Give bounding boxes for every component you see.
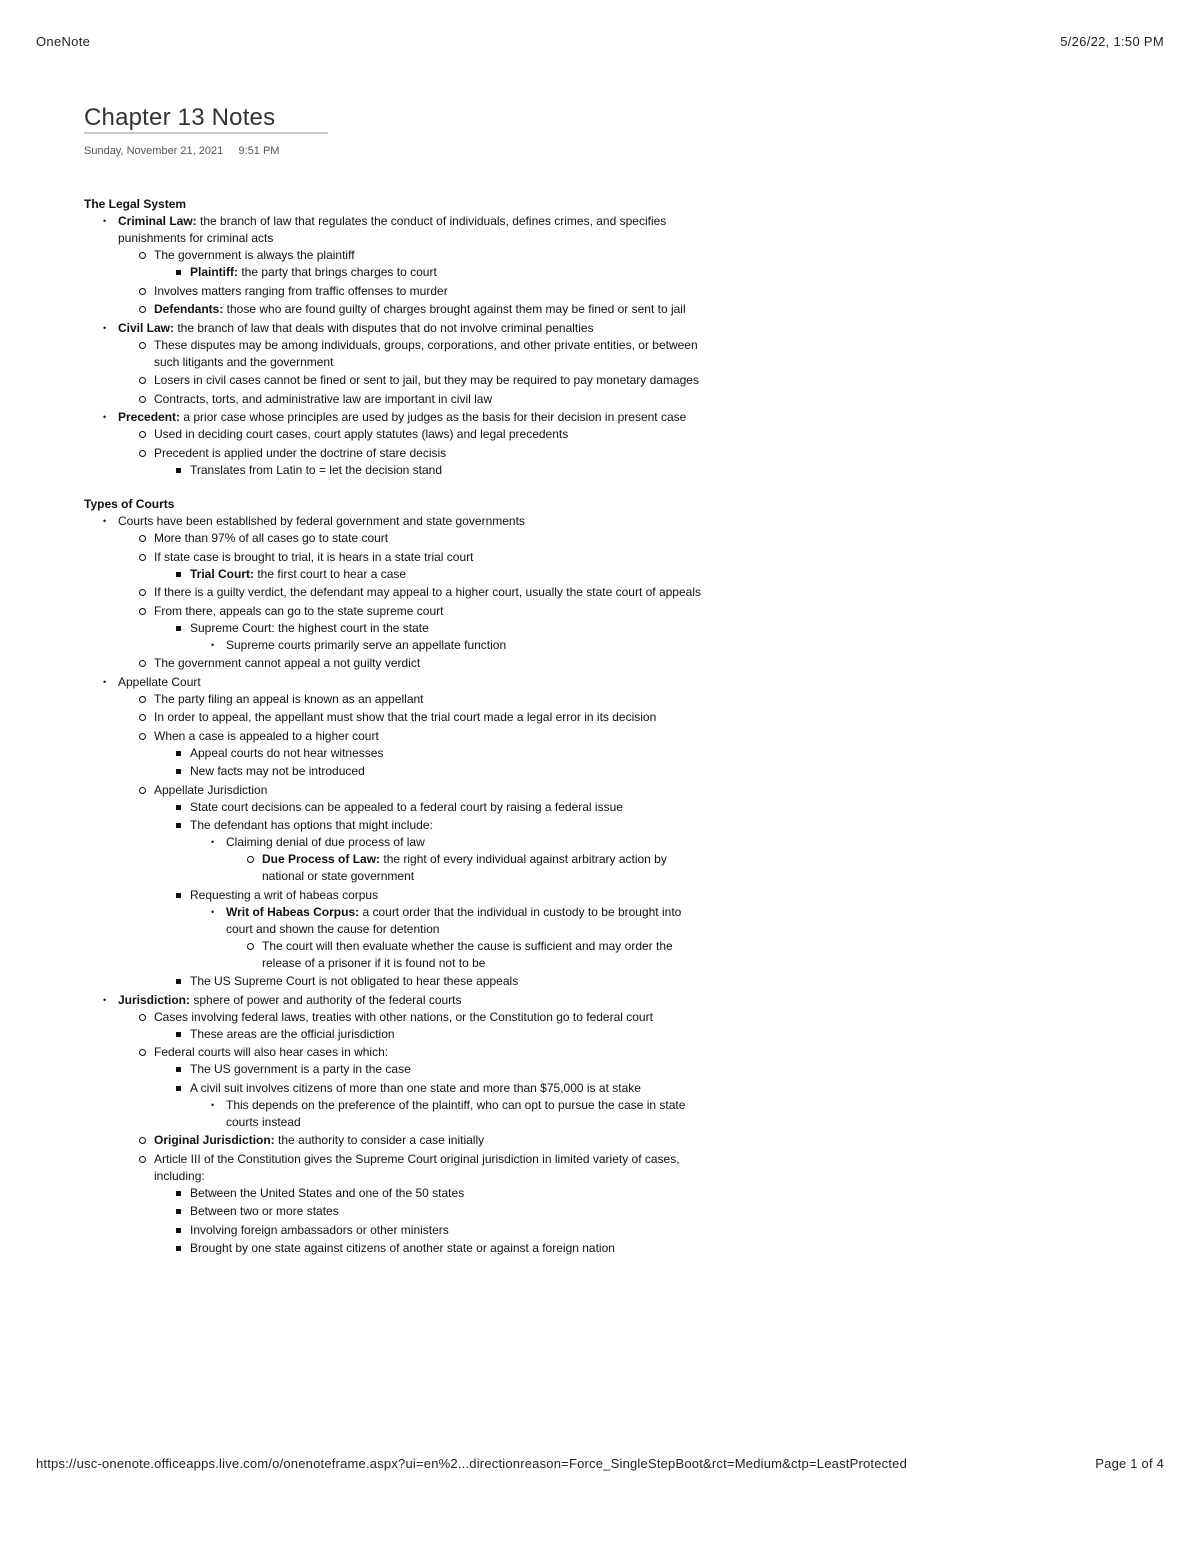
list-item [154, 530, 704, 547]
item-text: a prior case whose principles are used by judges as the basis for their decision in present case [180, 410, 687, 424]
item-text: When a case is appealed to a higher court [154, 728, 379, 743]
bullet-list-level-4 [190, 637, 704, 654]
list-item [154, 1009, 704, 1043]
item-text: Translates from Latin to = let the decision stand [190, 462, 443, 477]
list-item [262, 938, 704, 972]
item-text: If there is a guilty verdict, the defendant may appeal to a higher court, usually the state court of appeals [154, 585, 701, 599]
item-text: The court will then evaluate whether the cause is sufficient and may order the release of a prisoner if it is found not to be [262, 938, 673, 970]
item-text: the authority to consider a case initially [274, 1133, 485, 1147]
item-text: The defendant has options that might include: [190, 818, 433, 832]
bullet-list-level-4 [190, 1097, 704, 1131]
list-item [226, 834, 704, 885]
item-text: the right of every individual against arbitrary action by national or state government [262, 852, 667, 883]
list-item [118, 513, 704, 672]
bullet-list-level-2 [118, 426, 704, 479]
item-text: This depends on the preference of the plaintiff, who can opt to pursue the case in state courts instead [226, 1097, 686, 1129]
item-text: the party that brings charges to court [238, 265, 437, 279]
list-item [154, 283, 704, 300]
page-url: https://usc-onenote.officeapps.live.com/o/onenoteframe.aspx?ui=en%2...directionreason=Force_SingleStepBoot&rct=Medium&ctp=LeastProtected [36, 1456, 908, 1471]
list-item [190, 763, 704, 780]
item-text: The government cannot appeal a not guilty verdict [154, 656, 421, 670]
list-item [118, 213, 704, 318]
defined-term: Original Jurisdiction: [154, 1133, 275, 1147]
item-text: Article III of the Constitution gives the Supreme Court original jurisdiction in limited variety of cases, including: [154, 1151, 680, 1183]
page-number: Page 1 of 4 [1095, 1456, 1164, 1471]
item-text: State court decisions can be appealed to a federal court by raising a federal issue [190, 799, 623, 814]
bullet-list-level-4 [190, 834, 704, 885]
item-text: The party filing an appeal is known as an appellant [154, 691, 424, 706]
item-text: New facts may not be introduced [190, 764, 365, 778]
bullet-list-level-3 [154, 566, 704, 583]
item-text: Requesting a writ of habeas corpus [190, 887, 379, 902]
list-item [190, 817, 704, 885]
list-item [190, 1222, 704, 1239]
item-text: sphere of power and authority of the federal courts [190, 992, 462, 1007]
list-item [154, 1132, 704, 1149]
list-item [154, 1044, 704, 1131]
item-text: Claiming denial of due process of law [226, 835, 425, 849]
item-text: A civil suit involves citizens of more than one state and more than $75,000 is at stake [190, 1080, 641, 1095]
list-item [154, 426, 704, 443]
list-item [190, 1185, 704, 1202]
bullet-list-level-3 [154, 462, 704, 479]
item-text: Appellate Jurisdiction [154, 782, 268, 797]
defined-term: Trial Court: [190, 566, 255, 581]
item-text: Between two or more states [190, 1204, 339, 1218]
item-text: Supreme Court: the highest court in the state [190, 620, 429, 635]
item-text: the first court to hear a case [254, 566, 407, 581]
list-item [154, 691, 704, 708]
list-item [154, 549, 704, 583]
item-text: The government is always the plaintiff [154, 248, 355, 262]
bullet-list-level-1 [84, 513, 704, 1257]
item-text: the branch of law that deals with disputes that do not involve criminal penalties [174, 320, 594, 335]
item-text: Federal courts will also hear cases in which: [154, 1045, 389, 1059]
section-heading: The Legal System [84, 197, 187, 211]
list-item [190, 620, 704, 654]
page-time: 9:51 PM [238, 145, 280, 157]
item-text: The US Supreme Court is not obligated to hear these appeals [190, 974, 519, 988]
title-underline [84, 132, 328, 134]
list-item [154, 337, 704, 371]
item-text: the branch of law that regulates the conduct of individuals, defines crimes, and specifies punishments for criminal acts [118, 214, 667, 245]
item-text: Involving foreign ambassadors or other ministers [190, 1222, 449, 1237]
list-item [154, 782, 704, 991]
list-item [154, 445, 704, 479]
list-item [190, 799, 704, 816]
list-item [190, 745, 704, 762]
list-item [154, 372, 704, 389]
list-item [154, 709, 704, 726]
list-item [118, 674, 704, 991]
defined-term: Criminal Law: [118, 214, 197, 228]
bullet-list-level-3 [154, 1061, 704, 1131]
item-text: Contracts, torts, and administrative law are important in civil law [154, 391, 493, 406]
outline-section [84, 496, 704, 1257]
page-datetime [84, 145, 279, 157]
item-text: Supreme courts primarily serve an appellate function [226, 637, 507, 652]
bullet-list-level-3 [154, 745, 704, 781]
bullet-list-level-2 [118, 691, 704, 991]
list-item [154, 391, 704, 408]
defined-term: Defendants: [154, 302, 224, 316]
bullet-list-level-4 [190, 904, 704, 972]
list-item [190, 1080, 704, 1131]
section-heading: Types of Courts [84, 497, 175, 511]
item-text: From there, appeals can go to the state supreme court [154, 603, 444, 618]
list-item [190, 462, 704, 479]
bullet-list-level-5 [226, 851, 704, 885]
item-text: These disputes may be among individuals, groups, corporations, and other private entities, or between such litigants and the government [154, 337, 698, 369]
bullet-list-level-3 [154, 799, 704, 991]
app-name: OneNote [36, 34, 91, 49]
page-date: Sunday, November 21, 2021 [84, 145, 224, 157]
list-item [154, 1151, 704, 1258]
item-text: Losers in civil cases cannot be fined or sent to jail, but they may be required to pay monetary damages [154, 373, 699, 387]
bullet-list-level-3 [154, 264, 704, 281]
list-item [226, 904, 704, 972]
defined-term: Jurisdiction: [118, 992, 191, 1007]
item-text: those who are found guilty of charges brought against them may be fined or sent to jail [223, 302, 686, 316]
item-text: a court order that the individual in custody to be brought into court and shown the cause for detention [226, 904, 682, 936]
defined-term: Due Process of Law: [262, 852, 381, 866]
bullet-list-level-2 [118, 247, 704, 318]
list-item [118, 320, 704, 408]
item-text: More than 97% of all cases go to state court [154, 531, 389, 545]
item-text: The US government is a party in the case [190, 1062, 411, 1076]
list-item [190, 1240, 704, 1257]
item-text: In order to appeal, the appellant must show that the trial court made a legal error in its decision [154, 710, 657, 724]
list-item [226, 637, 704, 654]
bullet-list-level-3 [154, 1026, 704, 1043]
defined-term: Writ of Habeas Corpus: [226, 904, 360, 919]
list-item [190, 887, 704, 972]
item-text: Involves matters ranging from traffic offenses to murder [154, 283, 448, 298]
defined-term: Civil Law: [118, 320, 175, 335]
bullet-list-level-2 [118, 530, 704, 672]
item-text: Appellate Court [118, 674, 201, 689]
list-item [118, 992, 704, 1258]
list-item [154, 655, 704, 672]
list-item [154, 728, 704, 781]
list-item [154, 584, 704, 601]
bullet-list-level-1 [84, 213, 704, 479]
list-item [190, 566, 704, 583]
item-text: Appeal courts do not hear witnesses [190, 745, 384, 760]
item-text: Between the United States and one of the 50 states [190, 1185, 465, 1200]
bullet-list-level-5 [226, 938, 704, 972]
list-item [190, 264, 704, 281]
bullet-list-level-3 [154, 1185, 704, 1258]
list-item [118, 409, 704, 479]
list-item [190, 1061, 704, 1078]
bullet-list-level-3 [154, 620, 704, 654]
bullet-list-level-2 [118, 337, 704, 408]
list-item [154, 603, 704, 654]
outline-section [84, 196, 704, 479]
bullet-list-level-2 [118, 1009, 704, 1258]
item-text: Courts have been established by federal government and state governments [118, 514, 525, 528]
list-item [154, 301, 704, 318]
item-text: Used in deciding court cases, court apply statutes (laws) and legal precedents [154, 427, 569, 441]
item-text: Brought by one state against citizens of another state or against a foreign nation [190, 1241, 615, 1255]
list-item [190, 973, 704, 990]
page-title: Chapter 13 Notes [84, 104, 276, 131]
list-item [190, 1026, 704, 1043]
defined-term: Precedent: [118, 410, 181, 424]
list-item [190, 1203, 704, 1220]
item-text: These areas are the official jurisdiction [190, 1026, 395, 1041]
notes-content [84, 196, 704, 1259]
defined-term: Plaintiff: [190, 265, 238, 279]
item-text: If state case is brought to trial, it is hears in a state trial court [154, 549, 474, 564]
item-text: Cases involving federal laws, treaties with other nations, or the Constitution go to federal court [154, 1009, 653, 1024]
item-text: Precedent is applied under the doctrine of stare decisis [154, 445, 447, 460]
list-item [262, 851, 704, 885]
list-item [154, 247, 704, 281]
print-timestamp: 5/26/22, 1:50 PM [1060, 34, 1164, 49]
list-item [226, 1097, 704, 1131]
